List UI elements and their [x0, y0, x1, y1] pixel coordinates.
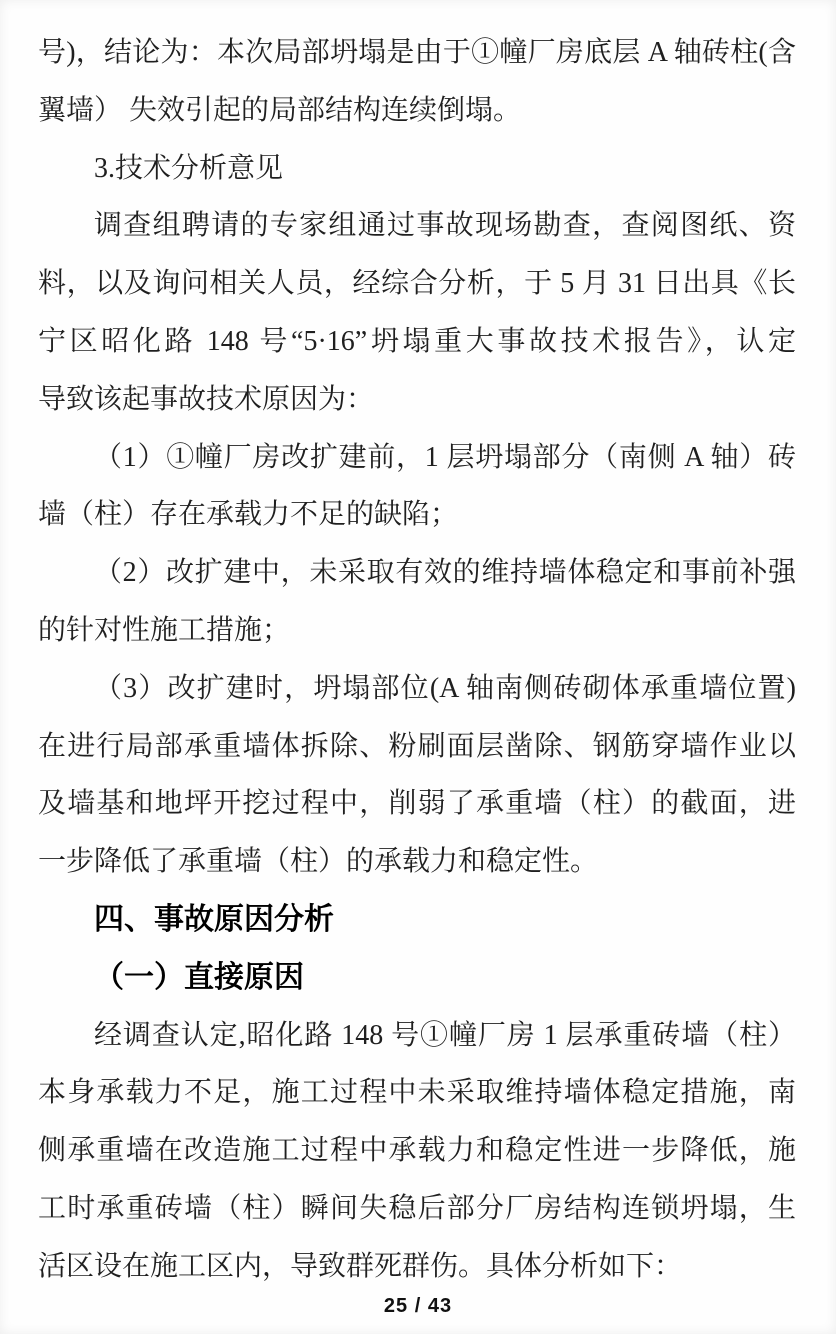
text-line: 一步降低了承重墙（柱）的承载力和稳定性。 [38, 846, 599, 878]
text-line: 活区设在施工区内，导致群死群伤。具体分析如下： [38, 1250, 683, 1282]
page-number: 25 / 43 [383, 1295, 453, 1317]
text-line: 料，以及询问相关人员，经综合分析，于 5 月 31 日出具《长 [38, 268, 796, 300]
text-line: 侧承重墙在改造施工过程中承载力和稳定性进一步降低，施 [38, 1135, 796, 1167]
section-heading-cause-analysis: 四、事故原因分析 [94, 902, 334, 936]
text-line: 在进行局部承重墙体拆除、粉刷面层凿除、钢筋穿墙作业以 [38, 730, 796, 762]
subheading-tech-analysis: 3.技术分析意见 [94, 152, 284, 184]
list-item-3: （3）改扩建时，坍塌部位(A 轴南侧砖砌体承重墙位置) [94, 672, 796, 704]
text-line: 翼墙） 失效引起的局部结构连续倒塌。 [38, 94, 522, 126]
text-line: 调查组聘请的专家组通过事故现场勘查，查阅图纸、资 [94, 210, 796, 242]
list-item-2: （2）改扩建中，未采取有效的维持墙体稳定和事前补强 [94, 557, 796, 589]
text-line: 及墙基和地坪开挖过程中，削弱了承重墙（柱）的截面，进 [38, 788, 796, 820]
text-line: 号)，结论为：本次局部坍塌是由于①幢厂房底层 A 轴砖柱(含 [38, 37, 796, 68]
text-line: 本身承载力不足，施工过程中未采取维持墙体稳定措施，南 [38, 1077, 796, 1109]
text-line: 工时承重砖墙（柱）瞬间失稳后部分厂房结构连锁坍塌，生 [38, 1192, 796, 1224]
text-line: 导致该起事故技术原因为： [38, 383, 375, 415]
list-item-1: （1）①幢厂房改扩建前，1 层坍塌部分（南侧 A 轴）砖 [94, 441, 796, 473]
text-line: 经调查认定,昭化路 148 号①幢厂房 1 层承重砖墙（柱） [94, 1019, 796, 1051]
document-body [38, 24, 796, 1296]
text-line: 墙（柱）存在承载力不足的缺陷； [38, 499, 459, 531]
text-line: 宁区昭化路 148 号“5·16”坍塌重大事故技术报告》，认定 [38, 325, 796, 357]
subsection-heading-direct-cause: （一）直接原因 [94, 960, 304, 994]
text-line: 的针对性施工措施； [38, 614, 291, 646]
